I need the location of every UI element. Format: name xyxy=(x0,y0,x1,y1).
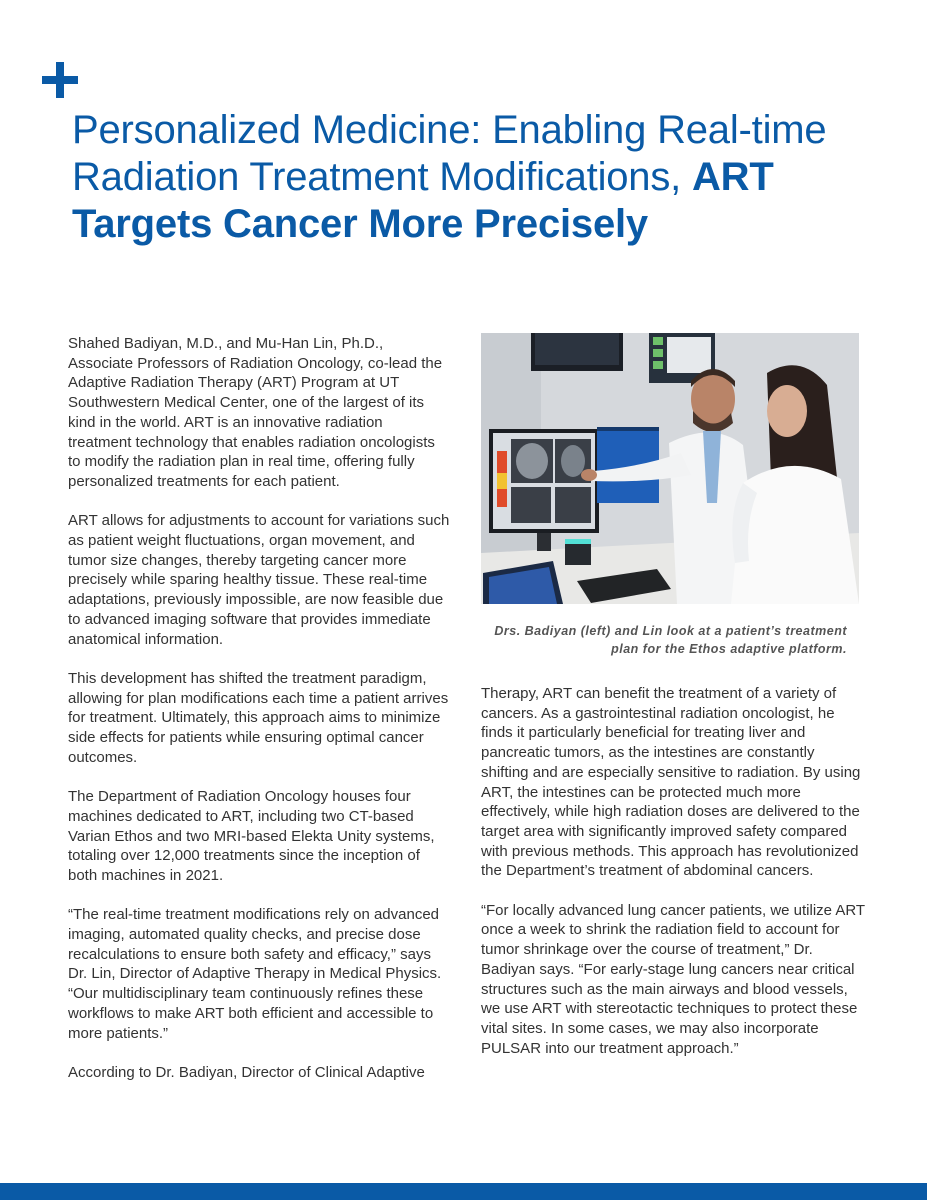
woman-face xyxy=(767,385,807,437)
paragraph: ART allows for adjustments to account for variations such as patient weight fluctuations, organ movement, and tumor size changes, thereby targeting cancer more precisely while sparing healthy tissue. These real-time adaptations, previously impossible, are now feasible due to advanced imaging software that provides immediate anatomical information. xyxy=(68,512,450,648)
ct-image xyxy=(555,487,591,523)
paragraph: According to Dr. Badiyan, Director of Clinical Adaptive xyxy=(68,1063,425,1081)
panel-cell xyxy=(653,349,663,357)
monitor-bezel xyxy=(597,427,659,431)
ct-scan xyxy=(561,445,585,477)
paragraph: “For locally advanced lung cancer patients, we utilize ART once a week to shrink the radiation field to account for tumor shrinkage over the course of treatment,” Dr. Badiyan says. “For early-stage lung cancers near critical structures such as the main airways and blood vessels, we use ART with stereotactic techniques to protect these vital sites. In some cases, we may also incorporate PULSAR into our treatment approach.” xyxy=(481,901,865,1057)
panel-photos xyxy=(667,337,711,373)
monitor-stand xyxy=(537,533,551,551)
ct-scan xyxy=(516,443,548,479)
woman-coat xyxy=(731,466,859,604)
photo-caption: Drs. Badiyan (left) and Lin look at a patient’s treatment plan for the Ethos adaptive platform. xyxy=(494,624,847,656)
device xyxy=(565,543,591,565)
page-title xyxy=(72,107,892,248)
color-scale-mid xyxy=(497,473,507,489)
man-hand xyxy=(581,469,597,481)
right-column xyxy=(481,684,865,1078)
device-light xyxy=(565,539,591,544)
panel-cell xyxy=(653,361,663,369)
paragraph: Therapy, ART can benefit the treatment of a variety of cancers. As a gastrointestinal radiation oncologist, he finds it particularly beneficial for treating liver and pancreatic tumors, as the intestines are constantly shifting and are especially sensitive to radiation. By using ART, the intestines can be protected much more effectively, while high radiation doses are delivered to the target area with significantly improved safety compared with previous methods. This approach has revolutionized the Department’s treatment of abdominal cancers. xyxy=(481,685,861,880)
paragraph: This development has shifted the treatment paradigm, allowing for plan modifications each time a patient arrives for treatment. Ultimately, this approach aims to minimize side effects for patients while ensuring optimal cancer outcomes. xyxy=(68,669,449,766)
title-regular: Personalized Medicine: Enabling Real-time Radiation Treatment Modifications, xyxy=(72,108,827,199)
doctors-viewing-monitor-photo xyxy=(481,333,859,604)
plus-icon xyxy=(42,62,78,98)
footer-bar xyxy=(0,1183,927,1200)
wall-screen-glass xyxy=(535,333,619,365)
plus-icon-vertical xyxy=(56,62,64,98)
paragraph: “The real-time treatment modifications rely on advanced imaging, automated quality checks, and precise dose recalculations to ensure both safety and efficacy,” says Dr. Lin, Director of Adaptive Therapy in Medical Physics. “Our multidisciplinary team continuously refines these workflows to make ART both efficient and accessible to more patients.” xyxy=(68,906,442,1042)
paragraph: The Department of Radiation Oncology houses four machines dedicated to ART, including two CT-based Varian Ethos and two MRI-based Elekta Unity systems, totaling over 12,000 treatments since the inception of both machines in 2021. xyxy=(68,788,435,884)
ct-image xyxy=(511,487,551,523)
title-bold: ART Targets Cancer More Precisely xyxy=(72,155,774,246)
paragraph: Shahed Badiyan, M.D., and Mu-Han Lin, Ph.D., Associate Professors of Radiation Oncology, co-lead the Adaptive Radiation Therapy (ART) Program at UT Southwestern Medical Center, one of the largest of its kind in the world. ART is an innovative radiation treatment technology that enables radiation oncologists to modify the radiation plan in real time, offering fully personalized treatments for each patient. xyxy=(68,335,443,490)
left-column xyxy=(68,334,450,1102)
photo-illustration xyxy=(481,333,859,604)
panel-cell xyxy=(653,337,663,345)
